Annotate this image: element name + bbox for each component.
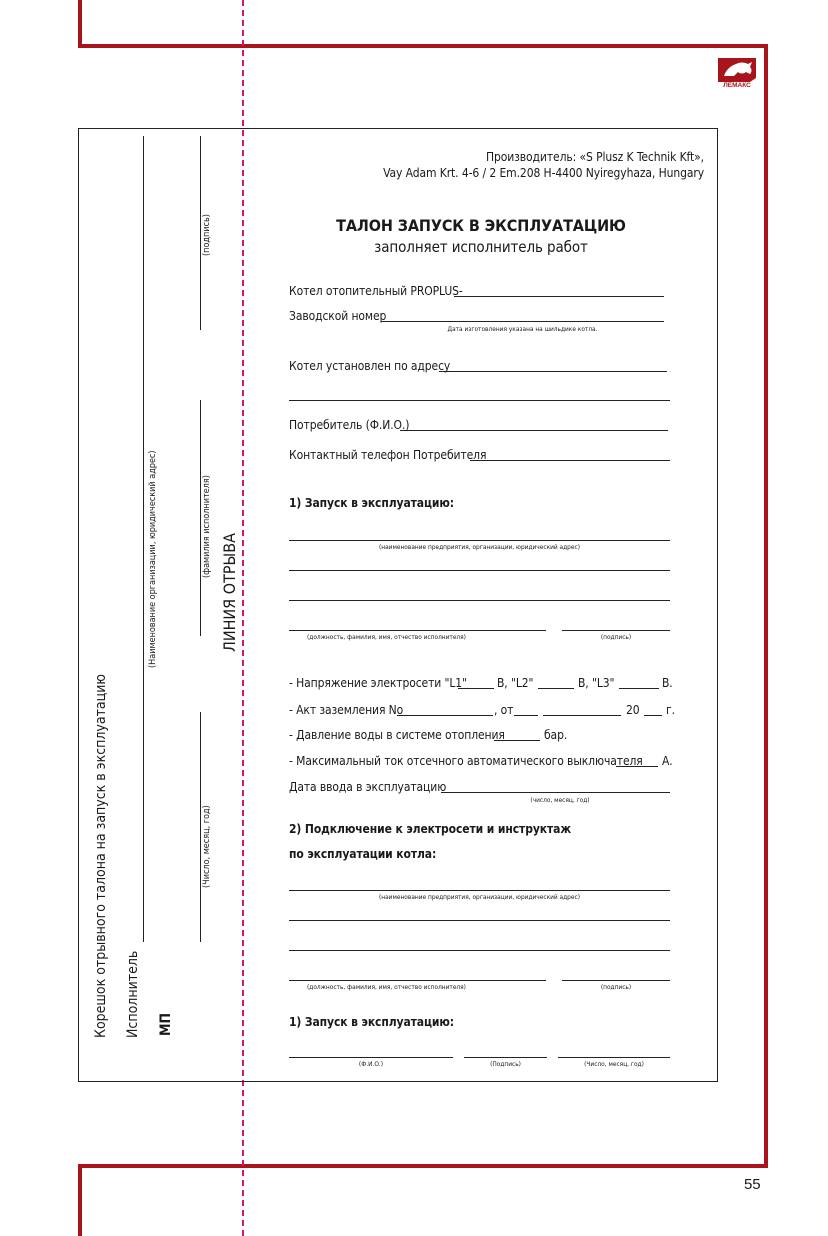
voltage-l3-label: В, "L3" [578, 676, 615, 690]
section1-signature-line[interactable] [562, 630, 670, 631]
ground-act-number-line[interactable] [397, 715, 493, 716]
address-line-2[interactable] [289, 400, 670, 401]
horse-logo-icon [716, 56, 758, 82]
section1-org-line[interactable] [289, 540, 670, 541]
stub-executor-line [143, 136, 144, 942]
section3-date-note: (Число, месяц, год) [584, 1060, 644, 1068]
section3-fio-note: (Ф.И.О.) [358, 1060, 384, 1068]
ground-act-day-line[interactable] [514, 715, 538, 716]
section2-heading-line2: по эксплуатации котла: [289, 847, 437, 861]
pressure-unit: бар. [544, 728, 568, 742]
stub-title: Корешок отрывного талона на запуск в эксплуатацию [93, 674, 109, 1038]
stub-executor-label: Исполнитель [125, 950, 141, 1038]
consumer-line[interactable] [400, 430, 668, 431]
voltage-l1-line[interactable] [458, 688, 494, 689]
stub-date-note: (Число, месяц, год) [202, 805, 212, 888]
commissioning-date-note: (число, месяц, год) [530, 796, 590, 804]
voltage-unit: В. [662, 676, 673, 690]
section3-fio-line[interactable] [289, 1057, 453, 1058]
consumer-label: Потребитель (Ф.И.О.) [289, 418, 410, 432]
frame-top-horizontal [78, 44, 768, 48]
stub-org-note: (Наименование организации, юридический адрес) [148, 450, 158, 668]
stub-sign-line [200, 136, 201, 330]
section3-sign-note: (Подпись) [490, 1060, 521, 1068]
pressure-line[interactable] [494, 740, 540, 741]
voltage-l3-line[interactable] [619, 688, 659, 689]
address-label: Котел установлен по адресу [289, 359, 451, 373]
ground-act-from: , от [494, 703, 514, 717]
frame-right-vertical [764, 44, 768, 1168]
commissioning-date-label: Дата ввода в эксплуатацию [289, 780, 447, 794]
breaker-current-label: - Максимальный ток отсечного автоматического выключателя [289, 754, 643, 768]
address-line-1[interactable] [439, 371, 667, 372]
section3-heading: 1) Запуск в эксплуатацию: [289, 1015, 454, 1029]
section3-date-line[interactable] [558, 1057, 670, 1058]
serial-line[interactable] [381, 321, 664, 322]
stub-surname-line [200, 400, 201, 636]
boiler-model-line[interactable] [454, 296, 664, 297]
voltage-l2-label: В, "L2" [497, 676, 534, 690]
stub-mp-label: МП [158, 1012, 174, 1036]
section2-signature-line[interactable] [562, 980, 670, 981]
breaker-current-line[interactable] [616, 766, 658, 767]
stub-surname-note: (фамилия исполнителя) [202, 475, 212, 578]
brand-name: ЛЕМАКС [723, 82, 751, 89]
breaker-current-unit: А. [662, 754, 673, 768]
phone-label: Контактный телефон Потребителя [289, 448, 487, 462]
frame-bottom-left-vertical [78, 1164, 82, 1236]
section2-position-note: (должность, фамилия, имя, отчество исполнителя) [307, 983, 466, 991]
ground-act-year-line[interactable] [644, 715, 662, 716]
section2-org-line[interactable] [289, 890, 670, 891]
boiler-model-label: Котел отопительный PROPLUS- [289, 284, 463, 298]
pressure-label: - Давление воды в системе отопления [289, 728, 505, 742]
section2-line-3[interactable] [289, 950, 670, 951]
serial-label: Заводской номер [289, 309, 387, 323]
coupon-subtitle: заполняет исполнитель работ [374, 238, 588, 256]
commissioning-date-line[interactable] [441, 792, 670, 793]
section1-heading: 1) Запуск в эксплуатацию: [289, 496, 454, 510]
tear-line-label: ЛИНИЯ ОТРЫВА [220, 533, 239, 652]
voltage-label: - Напряжение электросети "L1" [289, 676, 467, 690]
coupon-title: ТАЛОН ЗАПУСК В ЭКСПЛУАТАЦИЮ [336, 216, 626, 235]
serial-note: Дата изготовления указана на шильдике котла. [447, 325, 598, 333]
section1-signature-note: (подпись) [600, 633, 632, 641]
ground-act-label: - Акт заземления No [289, 703, 404, 717]
section1-position-line[interactable] [289, 630, 546, 631]
section1-org-note: (наименование предприятия, организации, юридический адрес) [378, 543, 580, 551]
manufacturer-line2: Vay Adam Krt. 4-6 / 2 Em.208 H-4400 Nyiregyhaza, Hungary [383, 166, 704, 180]
stub-date-line [200, 712, 201, 942]
voltage-l2-line[interactable] [538, 688, 574, 689]
section1-line-3[interactable] [289, 600, 670, 601]
coupon-box [78, 128, 718, 1082]
section1-line-2[interactable] [289, 570, 670, 571]
frame-top-left-vertical [78, 0, 82, 48]
section2-org-note: (наименование предприятия, организации, юридический адрес) [378, 893, 580, 901]
section2-position-line[interactable] [289, 980, 546, 981]
manufacturer-line1: Производитель: «S Plusz K Technik Kft», [485, 150, 704, 164]
brand-logo [716, 56, 758, 90]
section2-signature-note: (подпись) [600, 983, 632, 991]
section2-line-2[interactable] [289, 920, 670, 921]
phone-line[interactable] [470, 460, 670, 461]
frame-bottom-horizontal [78, 1164, 768, 1168]
ground-act-century: 20 [626, 703, 640, 717]
section2-heading-line1: 2) Подключение к электросети и инструктаж [289, 822, 571, 836]
ground-act-month-line[interactable] [543, 715, 621, 716]
page-number: 55 [744, 1176, 761, 1193]
ground-act-year-suffix: г. [666, 703, 675, 717]
section1-position-note: (должность, фамилия, имя, отчество исполнителя) [307, 633, 466, 641]
stub-sign-note: (подпись) [202, 214, 212, 256]
section3-sign-line[interactable] [464, 1057, 547, 1058]
